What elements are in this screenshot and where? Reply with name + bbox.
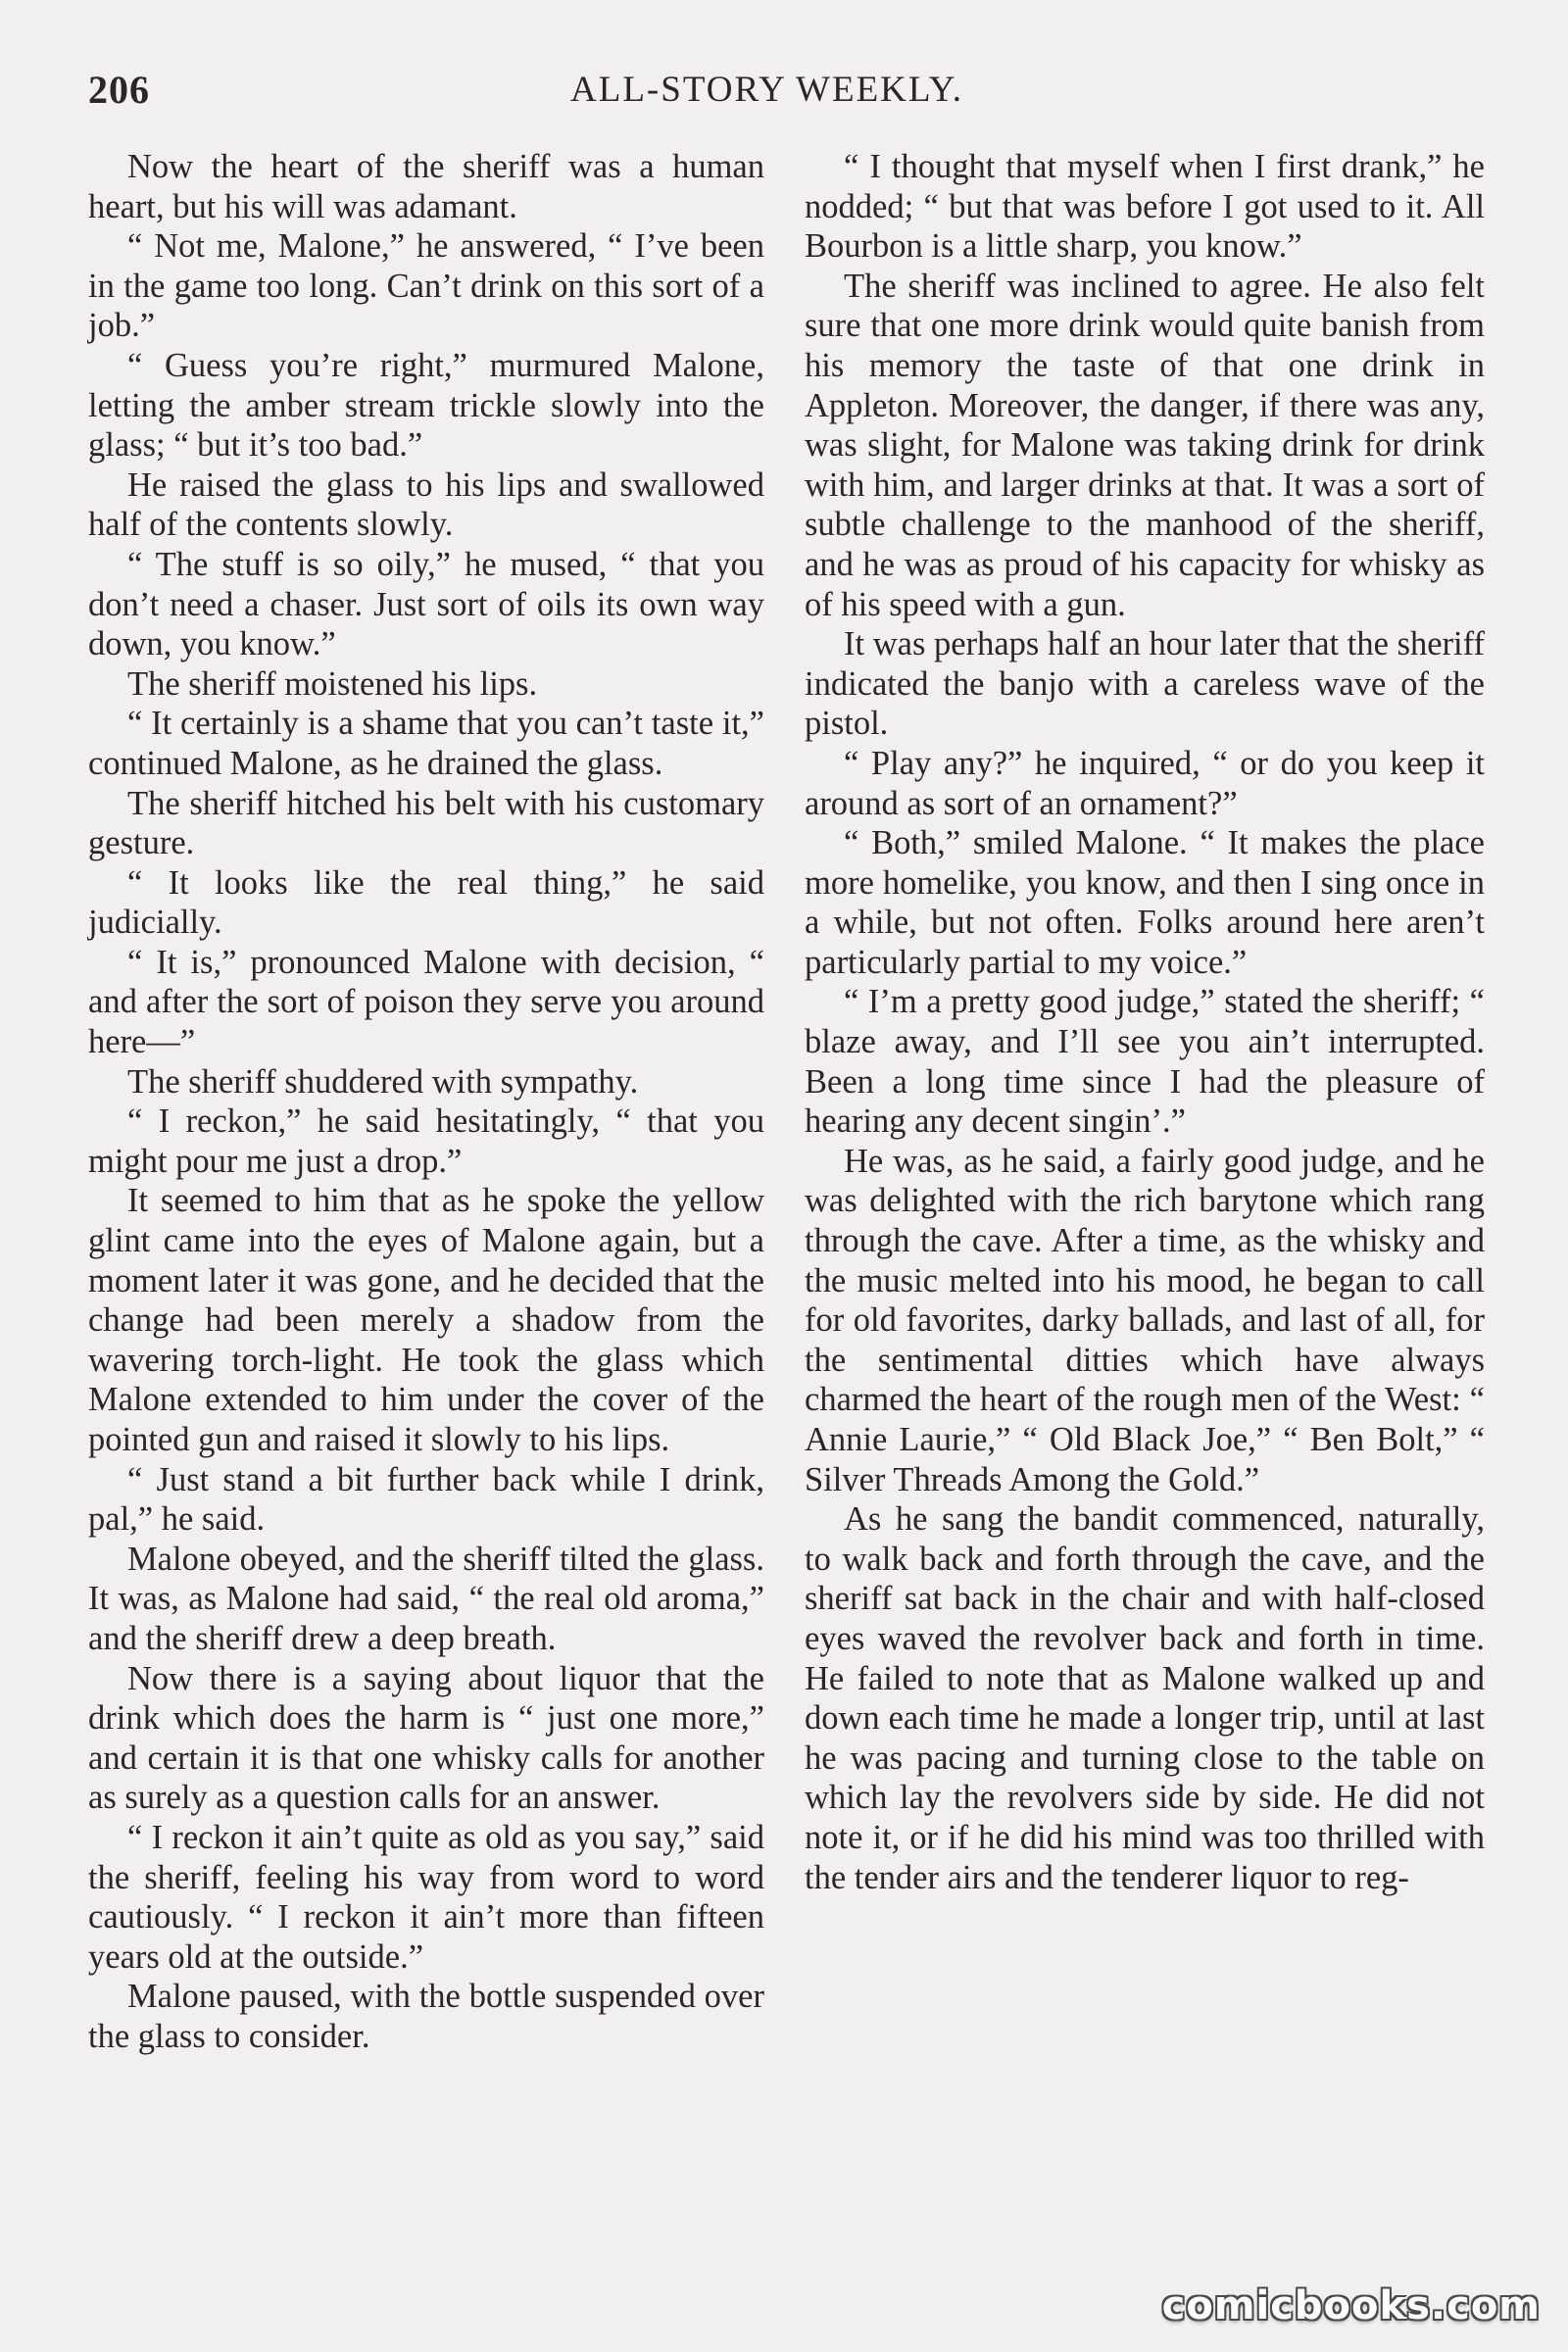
paragraph: He was, as he said, a fairly good judge, and he was delighted with the rich barytone which rang through the cave. After a time, as the whisky and the music melted into his mood, he began to call for old favorites, darky ballads, and last of all, for the sentimental ditties which have always charmed the heart of the rough men of the West: “ Annie Laurie,” “ Old Black Joe,” “ Ben Bolt,” “ Silver Threads Among the Gold.” (805, 1142, 1485, 1498)
paragraph: “ It is,” pronounced Malone with decision, “ and after the sort of poison they serve you around here—” (88, 943, 764, 1061)
page-number: 206 (88, 68, 150, 112)
paragraph: The sheriff moistened his lips. (127, 664, 538, 703)
paragraph: “ I reckon it ain’t quite as old as you say,” said the sheriff, feeling his way from word to word cautiously. “ I reckon it ain’t more than fifteen years old at the outside.” (88, 1818, 764, 1976)
paragraph: Now the heart of the sheriff was a human heart, but his will was adamant. (88, 148, 764, 225)
paragraph: Malone obeyed, and the sheriff tilted the glass. It was, as Malone had said, “ the real old aroma,” and the sheriff drew a deep breath. (88, 1540, 764, 1657)
page-header (0, 0, 1568, 147)
paragraph: “ Guess you’re right,” murmured Malone, letting the amber stream trickle slowly into the glass; “ but it’s too bad.” (88, 346, 764, 465)
paragraph: “ The stuff is so oily,” he mused, “ that you don’t need a chaser. Just sort of oils its own way down, you know.” (88, 545, 764, 663)
paragraph: It seemed to him that as he spoke the yellow glint came into the eyes of Malone again, but a moment later it was gone, and he decided that the change had been merely a shadow from the wavering torch-light. He took the glass which Malone extended to him under the cover of the pointed gun and raised it slowly to his lips. (88, 1182, 764, 1458)
paragraph: “ Not me, Malone,” he answered, “ I’ve been in the game too long. Can’t drink on this sort of a job.” (88, 227, 764, 345)
paragraph: The sheriff hitched his belt with his customary gesture. (88, 784, 764, 862)
paragraph: “ Both,” smiled Malone. “ It makes the place more homelike, you know, and then I sing once in a while, but not often. Folks around here aren’t particularly partial to my voice.” (805, 824, 1485, 981)
paragraph: He raised the glass to his lips and swallowed half of the contents slowly. (88, 466, 764, 544)
paragraph: “ I reckon,” he said hesitatingly, “ that you might pour me just a drop.” (88, 1102, 764, 1180)
paragraph: “ Just stand a bit further back while I drink, pal,” he said. (88, 1460, 764, 1539)
running-head: ALL-STORY WEEKLY. (570, 70, 963, 110)
right-column (805, 147, 1485, 1897)
watermark: comicbooks.com (1161, 2283, 1541, 2328)
paragraph: “ I thought that myself when I first drank,” he nodded; “ but that was before I got used to it. All Bourbon is a little sharp, you know.” (805, 148, 1485, 266)
paragraph: As he sang the bandit commenced, naturally, to walk back and forth through the cave, and the sheriff sat back in the chair and with half-closed eyes waved the revolver back and forth in time. He failed to note that as Malone walked up and down each time he made a longer trip, until at last he was pacing and turning close to the table on which lay the revolvers side by side. He did not note it, or if he did his mind was too thrilled with the tender airs and the tenderer liquor to reg- (805, 1500, 1485, 1896)
paragraph: Now there is a saying about liquor that the drink which does the harm is “ just one more,” and certain it is that one whisky calls for another as surely as a question calls for an answer. (88, 1659, 764, 1817)
paragraph: “ It certainly is a shame that you can’t taste it,” continued Malone, as he drained the glass. (88, 705, 764, 782)
paragraph: It was perhaps half an hour later that the sheriff indicated the banjo with a careless wave of the pistol. (805, 625, 1485, 743)
paragraph: The sheriff was inclined to agree. He also felt sure that one more drink would quite banish from his memory the taste of that one drink in Appleton. Moreover, the danger, if there was any, was slight, for Malone was taking drink for drink with him, and larger drinks at that. It was a sort of subtle challenge to the manhood of the sheriff, and he was as proud of his capacity for whisky as of his speed with a gun. (805, 267, 1485, 623)
left-column (88, 147, 764, 2057)
paragraph: “ Play any?” he inquired, “ or do you keep it around as sort of an ornament?” (805, 744, 1485, 822)
paragraph: Malone paused, with the bottle suspended over the glass to consider. (88, 1978, 764, 2055)
paragraph: “ I’m a pretty good judge,” stated the sheriff; “ blaze away, and I’ll see you ain’t interrupted. Been a long time since I had the pleasure of hearing any decent singin’.” (805, 983, 1485, 1141)
paragraph: The sheriff shuddered with sympathy. (127, 1062, 639, 1101)
paragraph: “ It looks like the real thing,” he said judicially. (88, 863, 764, 942)
